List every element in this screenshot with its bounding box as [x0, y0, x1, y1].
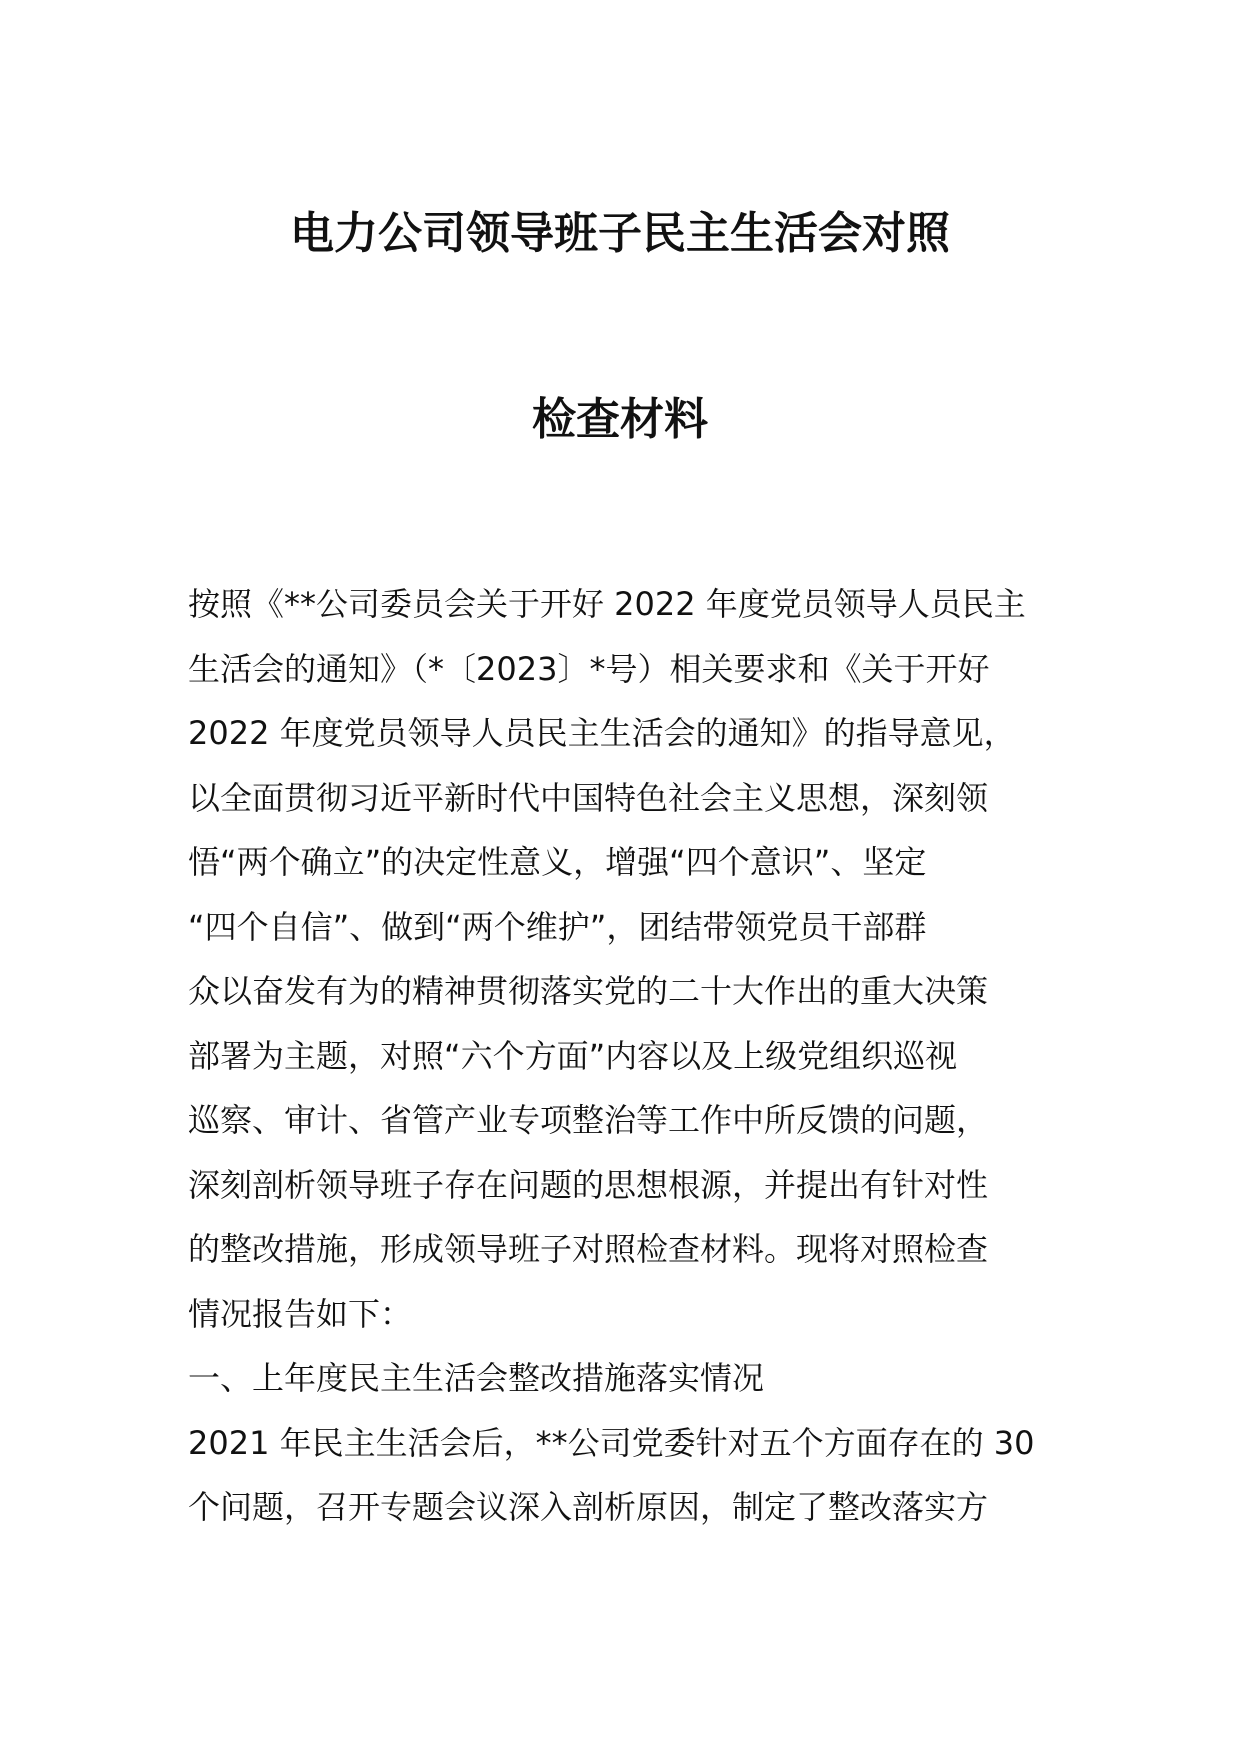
body-line: “四个自信”、做到“两个维护”，团结带领党员干部群: [188, 907, 927, 946]
body-line: 以全面贯彻习近平新时代中国特色社会主义思想，深刻领: [188, 778, 989, 817]
body-line: 深刻剖析领导班子存在问题的思想根源，并提出有针对性: [188, 1165, 989, 1204]
body-line: 2022 年度党员领导人员民主生活会的通知》的指导意见，: [188, 714, 1016, 752]
body-line: 2021 年民主生活会后，**公司党委针对五个方面存在的 30: [188, 1423, 1035, 1462]
section-heading: 一、上年度民主生活会整改措施落实情况: [188, 1359, 765, 1397]
body-line: 巡察、审计、省管产业专项整治等工作中所反馈的问题，: [188, 1101, 989, 1139]
body-line: 个问题，召开专题会议深入剖析原因，制定了整改落实方: [188, 1488, 989, 1526]
body-line: 众以奋发有为的精神贯彻落实党的二十大作出的重大决策: [188, 972, 989, 1010]
body-line: 情况报告如下：: [188, 1294, 413, 1333]
body-line: 按照《**公司委员会关于开好 2022 年度党员领导人员民主: [188, 585, 1026, 623]
body-line: 悟“两个确立”的决定性意义，增强“四个意识”、坚定: [188, 843, 927, 881]
document-title-line-1: 电力公司领导班子民主生活会对照: [290, 208, 950, 259]
body-line: 的整改措施，形成领导班子对照检查材料。现将对照检查: [188, 1230, 989, 1268]
body-line: 部署为主题，对照“六个方面”内容以及上级党组织巡视: [188, 1036, 958, 1075]
document-body: [188, 572, 1068, 1540]
document-title-line-2: 检查材料: [532, 394, 708, 445]
body-line: 生活会的通知》（*〔2023〕*号）相关要求和《关于开好: [188, 649, 990, 688]
